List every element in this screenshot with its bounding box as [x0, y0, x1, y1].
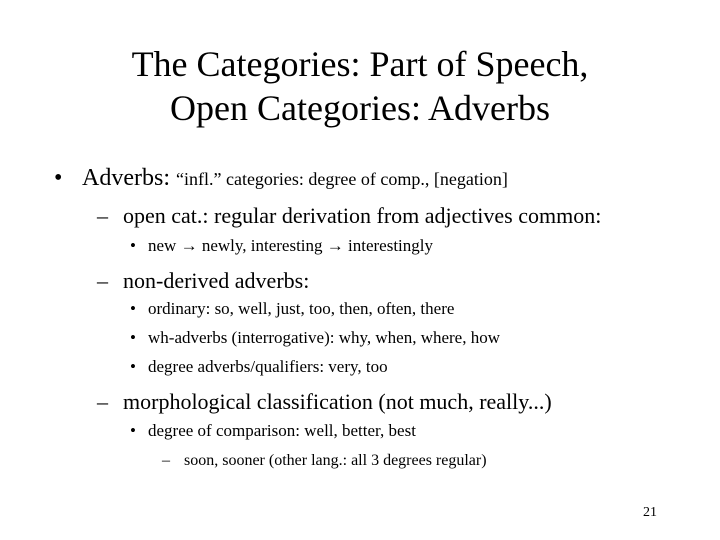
subbullet-non-derived [97, 268, 309, 294]
degree-comparison-text: degree of comparison: well, better, best [148, 421, 416, 440]
bullet-marker: • [130, 236, 136, 255]
bullet-marker: • [130, 357, 136, 376]
bullet-marker: • [130, 328, 136, 347]
subbullet-open-cat [97, 203, 601, 229]
wh-adverbs-text: wh-adverbs (interrogative): why, when, where, how [148, 328, 501, 347]
bullet-marker: • [54, 165, 63, 191]
ordinary-text: ordinary: so, well, just, too, then, often, there [148, 299, 455, 318]
item-degree-comparison [130, 420, 416, 442]
dash-marker: – [162, 452, 170, 469]
non-derived-text: non-derived adverbs: [123, 268, 310, 293]
item-soon [162, 451, 487, 471]
bullet-marker: • [130, 421, 136, 440]
adverbs-categories: “infl.” categories: degree of comp., [negation] [175, 169, 508, 189]
morph-class-text: morphological classification (not much, really...) [123, 389, 552, 414]
item-new-example [130, 235, 433, 257]
open-cat-text: open cat.: regular derivation from adjectives common: [123, 203, 602, 228]
dash-marker: – [97, 203, 108, 228]
adverbs-label: Adverbs: [82, 165, 170, 191]
item-wh-adverbs [130, 327, 500, 349]
dash-marker: – [97, 268, 108, 293]
bullet-adverbs [54, 164, 508, 193]
item-degree-adverbs [130, 356, 388, 378]
title-line-1: The Categories: Part of Speech, [131, 44, 589, 84]
page-number: 21 [643, 505, 657, 520]
soon-text: soon, sooner (other lang.: all 3 degrees regular) [184, 452, 487, 469]
subbullet-morph-class [97, 389, 552, 415]
dash-marker: – [97, 389, 108, 414]
bullet-marker: • [130, 299, 136, 318]
new-example-text: new → newly, interesting → interestingly [148, 236, 434, 255]
slide-title [0, 42, 720, 130]
degree-adverbs-text: degree adverbs/qualifiers: very, too [148, 357, 388, 376]
item-ordinary [130, 298, 454, 320]
title-line-2: Open Categories: Adverbs [170, 88, 550, 128]
